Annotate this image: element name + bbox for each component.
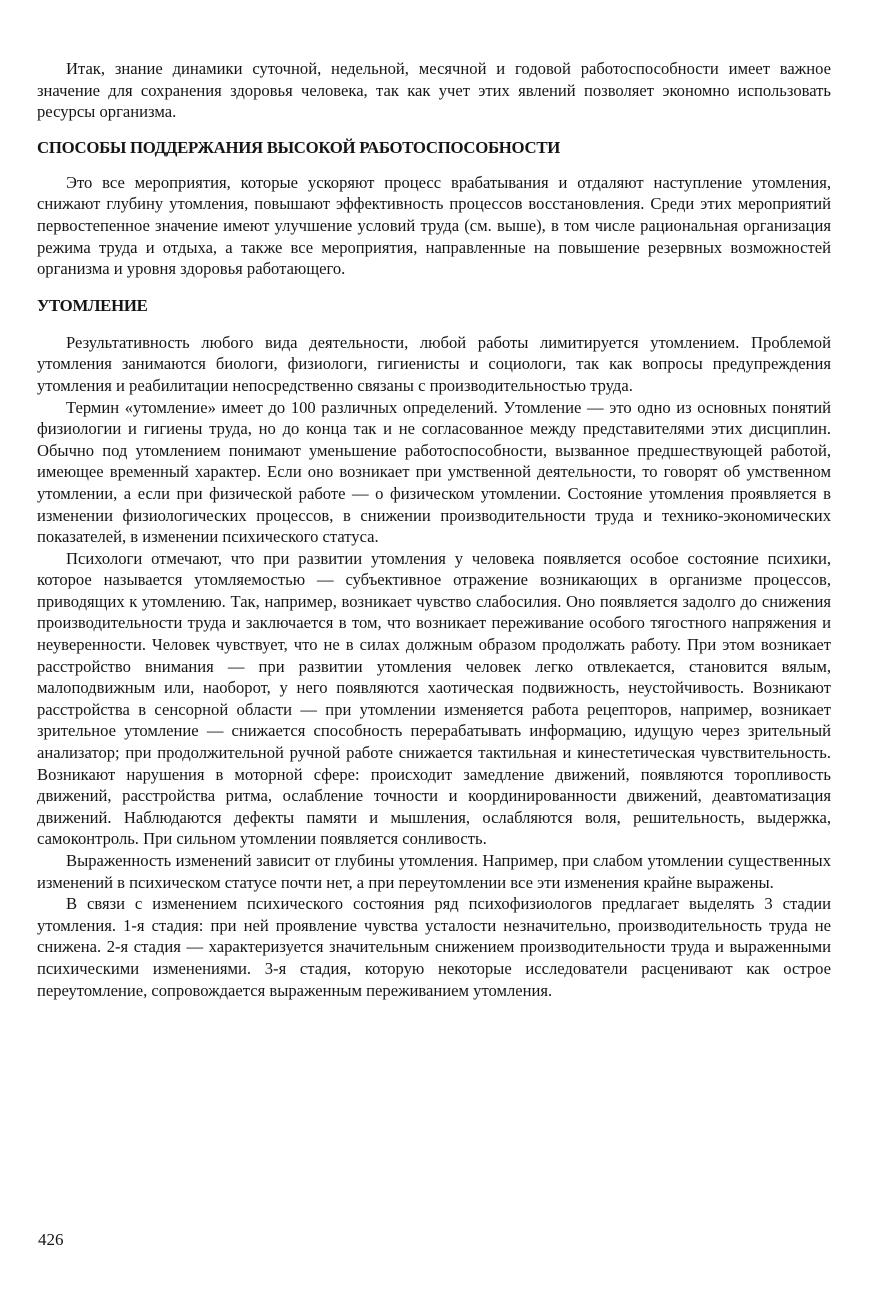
book-page (37, 58, 831, 1001)
fatigue-paragraph-3: Психологи отмечают, что при развитии утомления у человека появляется особое состояние психики, которое называется утомляемостью — субъективное отражение возникающих в организме процессов, приводящих к утомлению. Так, например, возникает чувство слабосилия. Оно появляется задолго до снижения производительности труда и заключается в том, что возникает переживание особого тягостного напряжения и неуверенности. Человек чувствует, что не в силах должным образом продолжать работу. При этом возникает расстройство внимания — при развитии утомления человек легко отвлекается, становится вялым, малоподвижным или, наоборот, у него появляются хаотическая подвижность, неустойчивость. Возникают расстройства в сенсорной области — при утомлении изменяется работа рецепторов, например, возникает зрительное утомление — снижается способность перерабатывать информацию, идущую через зрительный анализатор; при продолжительной ручной работе снижается тактильная и кинестетическая чувствительность. Возникают нарушения в моторной сфере: происходит замедление движений, появляются торопливость движений, расстройства ритма, ослабление точности и координированности движений, деавтоматизация движений. Наблюдаются дефекты памяти и мышления, ослабляются воля, решительность, выдержка, самоконтроль. При сильном утомлении появляется сонливость. (37, 548, 831, 849)
fatigue-paragraph-1: Результативность любого вида деятельности, любой работы лимитируется утомлением. Проблемой утомления занимаются биологи, физиологи, гигиенисты и социологи, так как вопросы предупреждения утомления и реабилитации непосредственно связаны с производительностью труда. (37, 332, 831, 395)
intro-paragraph: Итак, знание динамики суточной, недельной, месячной и годовой работоспособности имеет важное значение для сохранения здоровья человека, так как учет этих явлений позволяет экономно использовать ресурсы организма. (37, 59, 831, 122)
section-heading-methods: СПОСОБЫ ПОДДЕРЖАНИЯ ВЫСОКОЙ РАБОТОСПОСОБНОСТИ (37, 137, 560, 157)
fatigue-paragraph-4: Выраженность изменений зависит от глубины утомления. Например, при слабом утомлении существенных изменений в психическом статусе почти нет, а при переутомлении все эти изменения крайне выражены. (37, 851, 831, 892)
fatigue-paragraph-2: Термин «утомление» имеет до 100 различных определений. Утомление — это одно из основных понятий физиологии и гигиены труда, но до конца так и не согласованное между представителями этих дисциплин. Обычно под утомлением понимают уменьшение работоспособности, вызванное предшествующей работой, имеющее временный характер. Если оно возникает при умственной деятельности, то говорят об умственном утомлении, а если при физической работе — о физическом утомлении. Состояние утомления проявляется в изменении физиологических процессов, в снижении производительности труда и технико-экономических показателей, в изменении психического статуса. (37, 397, 831, 547)
fatigue-paragraph-5: В связи с изменением психического состояния ряд психофизиологов предлагает выделять 3 стадии утомления. 1-я стадия: при ней проявление чувства усталости незначительно, производительность труда не снижена. 2-я стадия — характеризуется значительным снижением производительности труда и выраженными психическими изменениями. 3-я стадия, которую некоторые исследователи расценивают как острое переутомление, сопровождается выраженным переживанием утомления. (37, 894, 831, 1000)
methods-paragraph: Это все мероприятия, которые ускоряют процесс врабатывания и отдаляют наступление утомления, снижают глубину утомления, повышают эффективность процессов восстановления. Среди этих мероприятий первостепенное значение имеют улучшение условий труда (см. выше), в том числе рациональная организация режима труда и отдыха, а также все мероприятия, направленные на повышение резервных возможностей организма и уровня здоровья работающего. (37, 172, 831, 279)
section-heading-fatigue: УТОМЛЕНИЕ (37, 295, 148, 315)
page-number: 426 (38, 1230, 64, 1249)
